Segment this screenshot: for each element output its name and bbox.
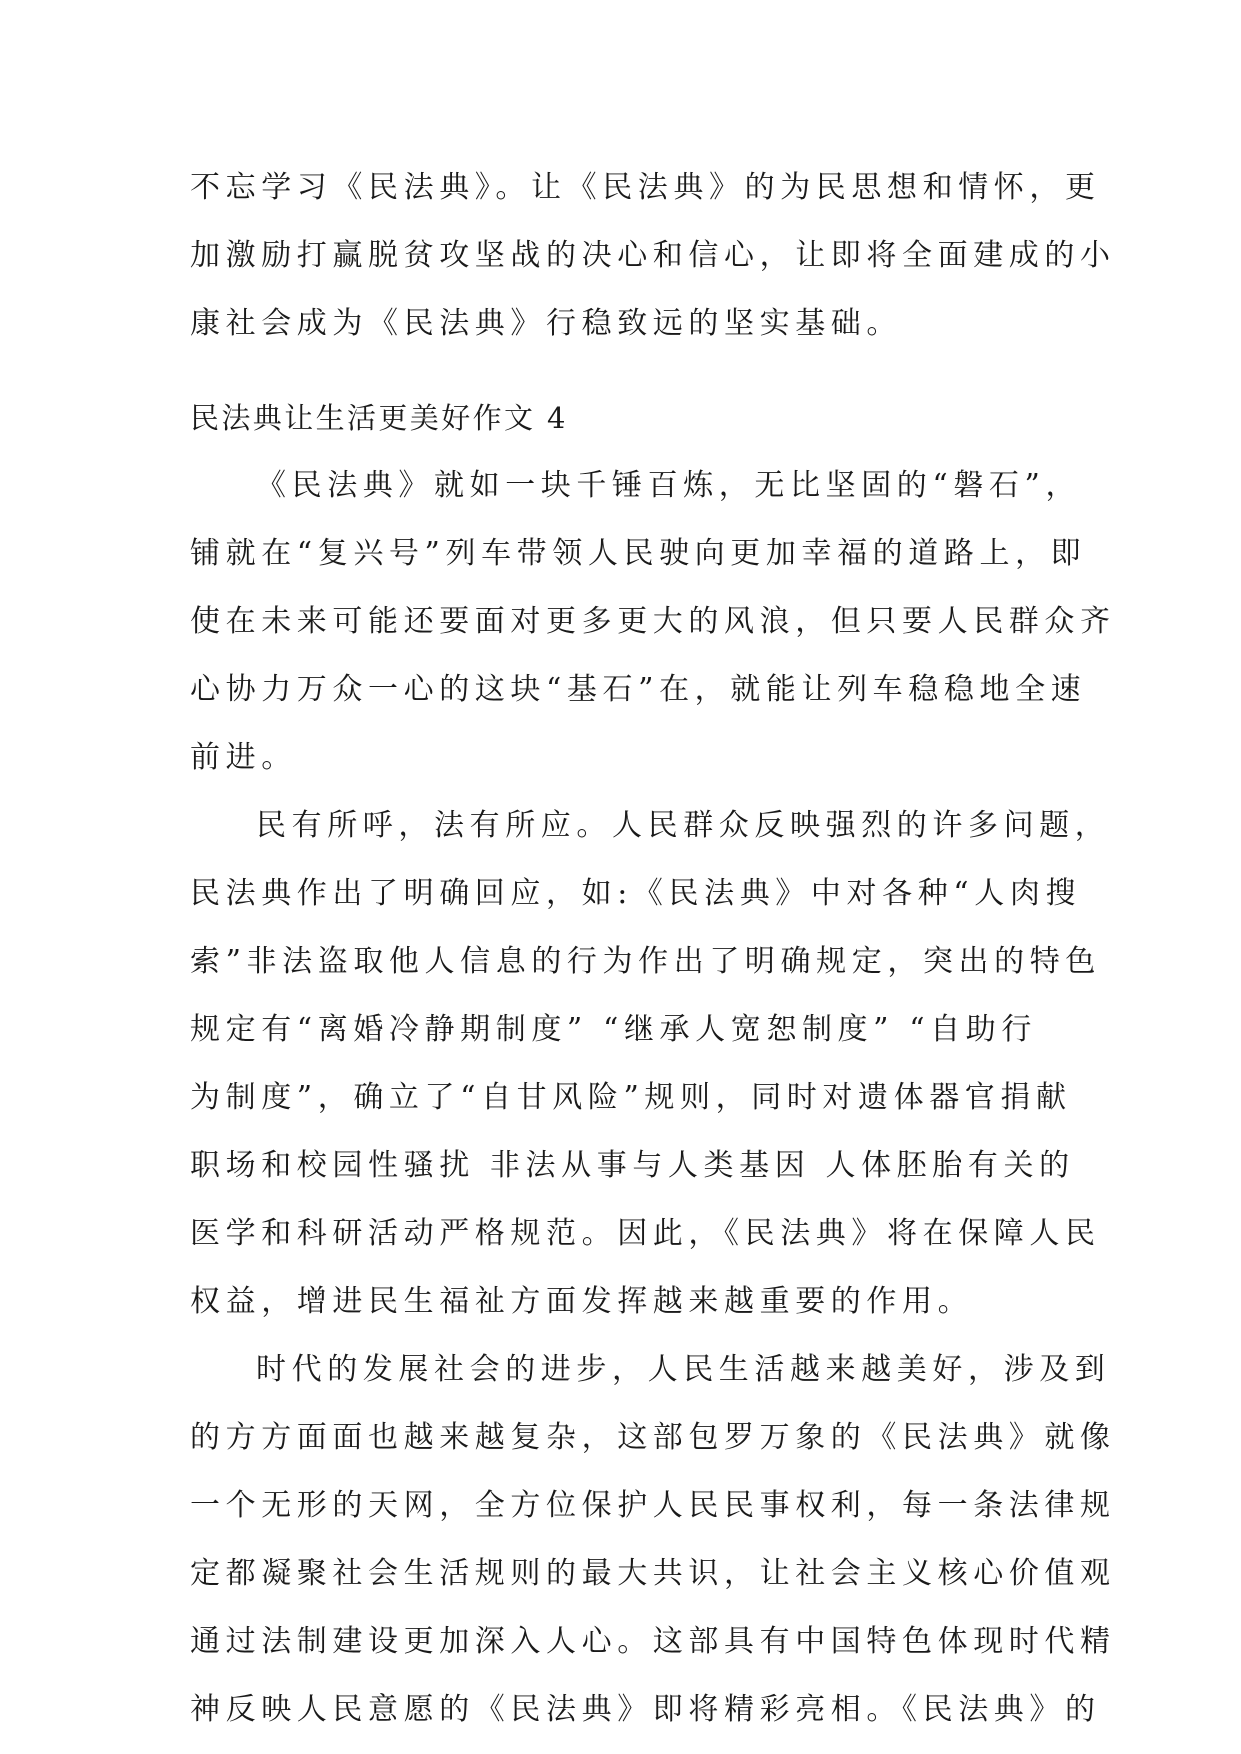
paragraph-line: 职场和校园性骚扰 非法从事与人类基因 人体胚胎有关的 xyxy=(190,1148,1075,1183)
paragraph-line: 索”非法盗取他人信息的行为作出了明确规定，突出的特色 xyxy=(190,944,1101,979)
paragraph-1 xyxy=(190,452,1116,792)
paragraph-line: 定都凝聚社会生活规则的最大共识，让社会主义核心价值观 xyxy=(190,1556,1116,1591)
paragraph-line: 为制度”，确立了“自甘风险”规则，同时对遗体器官捐献 xyxy=(190,1080,1072,1115)
essay-body xyxy=(190,452,1116,1744)
paragraph-line: 规定有“离婚冷静期制度” “继承人宽恕制度” “自助行 xyxy=(190,1012,1037,1047)
paragraph-line: 时代的发展社会的进步，人民生活越来越美好，涉及到 xyxy=(256,1352,1111,1387)
paragraph-line: 民法典作出了明确回应，如:《民法典》中对各种“人肉搜 xyxy=(190,876,1082,911)
paragraph-line: 通过法制建设更加深入人心。这部具有中国特色体现时代精 xyxy=(190,1624,1116,1659)
paragraph-2 xyxy=(190,792,1111,1336)
paragraph-line: 康社会成为《民法典》行稳致远的坚实基础。 xyxy=(190,306,902,341)
paragraph-3 xyxy=(190,1336,1116,1744)
paragraph-line: 神反映人民意愿的《民法典》即将精彩亮相。《民法典》的 xyxy=(190,1692,1101,1727)
paragraph-line: 前进。 xyxy=(190,740,297,775)
paragraph-line: 的方方面面也越来越复杂，这部包罗万象的《民法典》就像 xyxy=(190,1420,1116,1455)
paragraph-line: 民有所呼，法有所应。人民群众反映强烈的许多问题， xyxy=(256,808,1111,843)
paragraph-line: 权益，增进民生福祉方面发挥越来越重要的作用。 xyxy=(190,1284,974,1319)
paragraph-line: 不忘学习《民法典》。让《民法典》的为民思想和情怀，更 xyxy=(190,170,1101,205)
continuation-paragraph xyxy=(190,154,1116,358)
paragraph-line: 使在未来可能还要面对更多更大的风浪，但只要人民群众齐 xyxy=(190,604,1116,639)
paragraph-line: 铺就在“复兴号”列车带领人民驶向更加幸福的道路上，即 xyxy=(190,536,1087,571)
section-heading: 民法典让生活更美好作文 4 xyxy=(190,401,568,435)
section-heading-block xyxy=(190,384,1052,452)
paragraph-line: 《民法典》就如一块千锤百炼，无比坚固的“磐石”， xyxy=(256,468,1082,503)
paragraph-line: 加激励打赢脱贫攻坚战的决心和信心，让即将全面建成的小 xyxy=(190,238,1116,273)
paragraph-line: 心协力万众一心的这块“基石”在，就能让列车稳稳地全速 xyxy=(190,672,1087,707)
paragraph-line: 一个无形的天网，全方位保护人民民事权利，每一条法律规 xyxy=(190,1488,1116,1523)
paragraph-line: 医学和科研活动严格规范。因此，《民法典》将在保障人民 xyxy=(190,1216,1101,1251)
